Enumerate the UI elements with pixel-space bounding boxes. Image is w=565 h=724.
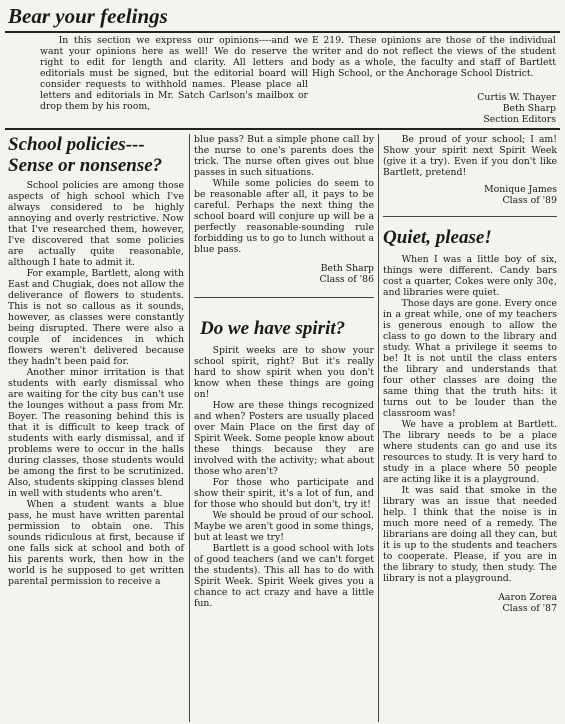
quiet-author: Aaron Zorea [498,592,557,603]
policies-headline-2: Sense or nonsense? [8,155,163,176]
quiet-para-1: When I was a little boy of six, things were different. Candy bars cost a quarter, Cokes were only 30¢, and libraries were quiet. [383,254,557,298]
spirit-para-2: How are these things recognized and when? Posters are usually placed over Main Place on the first day of Spirit Week. Some people know about these things because they are involved with the activity; what about those who aren't? [194,400,374,477]
quiet-para-3: We have a problem at Bartlett. The library needs to be a place where students can go and use its resources to study. It is very hard to study in a place where 50 people are acting like it is a playground. [383,419,557,485]
quiet-body [383,254,557,584]
spirit-author: Monique James [484,184,557,195]
policies-author: Beth Sharp [320,263,374,274]
spirit-para-3: For those who participate and show their spirit, it's a lot of fun, and for those who should but don't, try it! [194,477,374,510]
column-a [8,134,184,587]
policies-author-class: Class of '86 [319,274,374,285]
article-divider-b [194,297,374,298]
spirit-continued [383,134,557,178]
spirit-para-4: We should be proud of our school. Maybe we aren't good in some things, but at least we try! [194,510,374,543]
policies-para-4: When a student wants a blue pass, he must have written parental permission to obtain one. This sounds ridiculous at first, because if one falls sick at school and both of his parents work, then how in the world is he supposed to get written parental permission to receive a [8,499,184,587]
intro-left-text: In this section we express our opinions----and we want your opinions here as well! We do reserve the right to edit for length and clarity. All letters and editorials must be signed, but the editorial board will consider requests to withhold names. Please place all letters and editorials in Mr. Satch Carlson's mailbox or drop them by his room, [40,35,308,112]
policies-para-1: School policies are among those aspects of high school which I've always considered to be highly annoying and overly restrictive. Now that I've researched them, however, I've discovered that some policies are actually quite reasonable, although I hate to admit it. [8,180,184,268]
quiet-para-2: Those days are gone. Every once in a great while, one of my teachers is generous enough to allow the class to go down to the library and study. What a privilege it seems to be! It is not until the class enters the library and understands that four other classes are doing the same thing that the truth hits: it turns out to be louder than the classroom was! [383,298,557,419]
policies-para-2: For example, Bartlett, along with East and Chugiak, does not allow the deliverance of flowers to students. This is not so callous as it sounds, however, as classes were constantly being disrupted. There were also a couple of incidences in which flowers weren't delivered because they hadn't been paid for. [8,268,184,367]
spirit-body [194,345,374,609]
editor-name-1: Curtis W. Thayer [477,92,556,103]
section-title: Bear your feelings [8,4,168,28]
column-divider-1 [189,134,190,722]
policies-body [8,180,184,587]
editor-role: Section Editors [483,114,556,125]
spirit-cont-para: Be proud of your school; I am! Show your spirit next Spirit Week (give it a try). Even if you don't like Bartlett, pretend! [383,134,557,178]
policies-continued [194,134,374,255]
column-c [383,134,557,614]
column-b [194,134,374,609]
intro-right [312,35,556,79]
policies-cont-para-2: While some policies do seem to be reasonable after all, it pays to be careful. Perhaps the next thing the school board will conjure up will be a perfectly reasonable-sounding rule forbidding us to go to lunch without a blue pass. [194,178,374,255]
policies-para-3: Another minor irritation is that students with early dismissal who are waiting for the city bus can't use the lounges without a pass from Mr. Boyer. The reasoning behind this is that it is difficult to keep track of students with early dismissal, and if problems were to occur in the halls during classes, those students would be among the first to be scrutinized. Also, students skipping classes blend in well with students who aren't. [8,367,184,499]
spirit-author-class: Class of '89 [502,195,557,206]
intro-right-text: E 219. These opinions are those of the individual writer and do not reflect the views of the student body as a whole, the faculty and staff of Bartlett High School, or the Anchorage School District. [312,35,556,79]
spirit-para-5: Bartlett is a good school with lots of good teachers (and we can't forget the students). This all has to do with Spirit Week. Spirit Week gives you a chance to act crazy and have a little fun. [194,543,374,609]
section-rule [5,128,560,130]
quiet-headline: Quiet, please! [383,227,492,248]
policies-headline-1: School policies--- [8,134,145,155]
spirit-headline: Do we have spirit? [200,318,346,339]
policies-cont-para-1: blue pass? But a simple phone call by the nurse to one's parents does the trick. The nurse often gives out blue passes in such situations. [194,134,374,178]
article-divider-c [383,216,557,217]
editor-name-2: Beth Sharp [502,103,556,114]
quiet-para-4: It was said that smoke in the library was an issue that needed help. I think that the noise is in much more need of a remedy. The librarians are doing all they can, but it is up to the students and teachers to cooperate. Please, if you are in the library to study, then study. The library is not a playground. [383,485,557,584]
intro-left [40,35,308,112]
header-rule [5,31,560,33]
column-divider-2 [378,134,379,722]
quiet-author-class: Class of '87 [502,603,557,614]
spirit-para-1: Spirit weeks are to show your school spirit, right? But it's really hard to show spirit when you don't know when these things are going on! [194,345,374,400]
